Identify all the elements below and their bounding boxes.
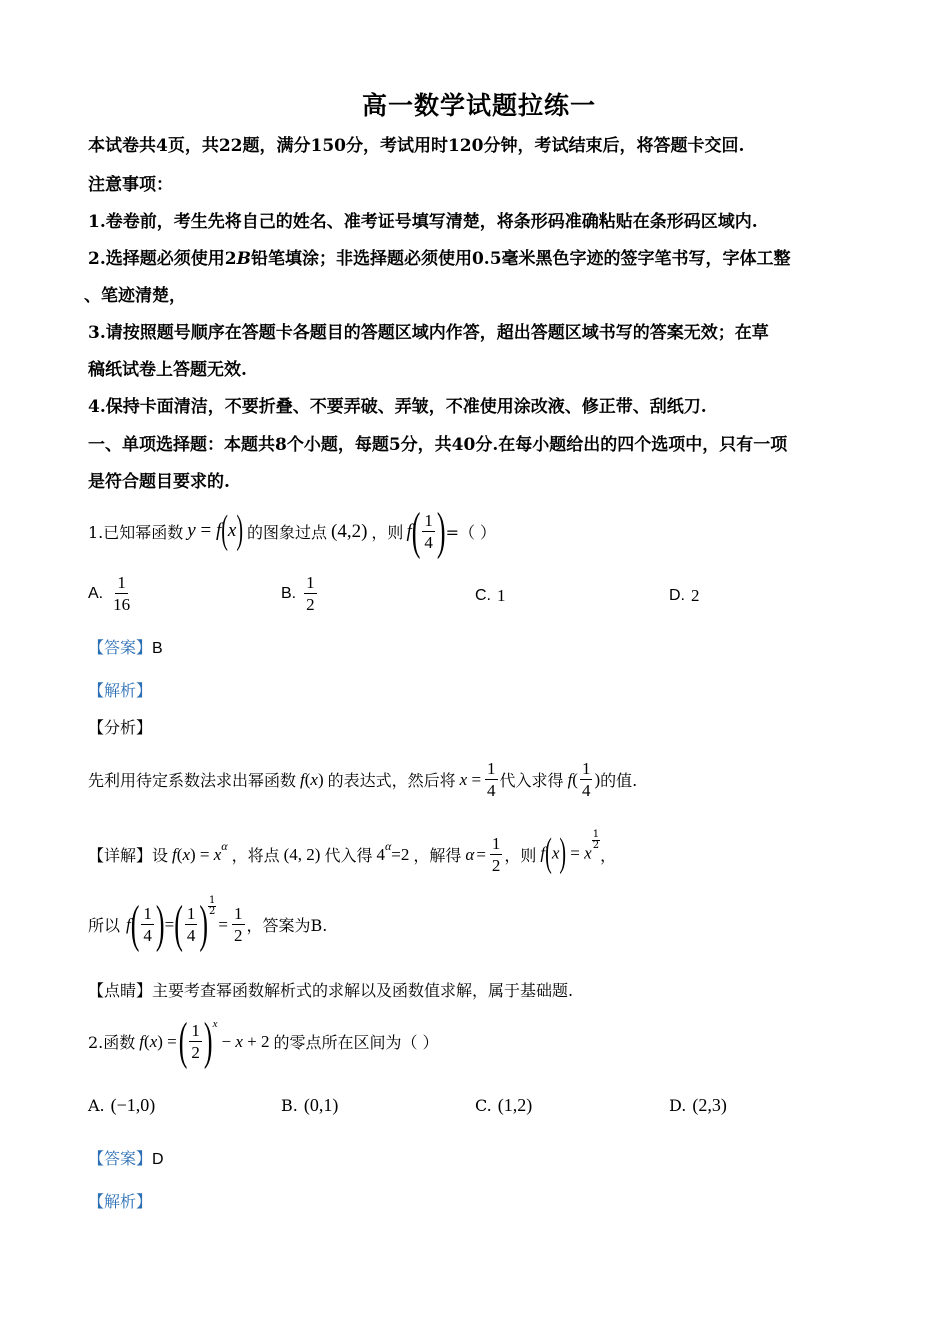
section-heading-cont: 是符合题目要求的. — [88, 472, 230, 492]
note-3-cont: 稿纸试卷上答题无效. — [88, 360, 247, 380]
q1-stem: 1.已知幂函数 y = f(x) 的图象过点 (4,2) ，则 f ( $\frac{1}{4}$ ) =（ ） — [88, 501, 497, 560]
q1-fenxi-text: 先利用待定系数法求出幂函数 f(x) 的表达式，然后将 x = $\frac{1}{4}$ 代入求得 f ( $\frac{1}{4}$ ) 的值. — [88, 759, 638, 800]
intro-text: 本试卷共4页，共22题，满分150分，考试用时120分钟，考试结束后，将答题卡交回. — [88, 136, 745, 156]
note-2: 2.选择题必须使用2B铅笔填涂；非选择题必须使用0.5毫米黑色字迹的签字笔书写，字体工整 — [88, 249, 791, 269]
note-1: 1.卷卷前，考生先将自己的姓名、准考证号填写清楚，将条形码准确粘贴在条形码区域内. — [88, 212, 758, 232]
q1-func-expr: y = f(x) — [187, 508, 243, 553]
q1-detail: 【详解】 设 $f(x) = x^\alpha$ ，将点 (4, 2) 代入得 $4^\alpha=2$ ，解得 α = $\frac{1}{2}$ ，则 f(x) = x 1 2 ， — [88, 829, 617, 876]
q2-answer: 【答案】D — [88, 1149, 164, 1168]
q1-conclusion: 所以 f ( $\frac{1}{4}$ ) = ( $\frac{1}{4}$ ) $\frac{1}{2}$ = $\frac{1}{2}$ ，答案为B. — [88, 894, 328, 953]
q2-option-d: D. (2,3) — [669, 1095, 727, 1115]
note-2-cont: 、笔迹清楚， — [84, 286, 186, 306]
q2-option-b: B. (0,1) — [281, 1095, 339, 1115]
q1-frac-quarter: $\frac{1}{4}$ — [424, 511, 433, 552]
note-4: 4.保持卡面清洁，不要折叠、不要弄破、弄皱，不准使用涂改液、修正带、刮纸刀. — [88, 397, 707, 417]
q1-option-a: A. $\frac{1}{16}$ — [88, 573, 131, 614]
q2-option-a: A. (−1,0) — [88, 1095, 156, 1115]
notes-heading: 注意事项： — [88, 175, 173, 195]
q1-dianjing: 【点睛】主要考查幂函数解析式的求解以及函数值求解，属于基础题. — [88, 981, 574, 1000]
q2-stem: 2.函数 f(x) = ( $\frac{1}{2}$ ) x − x + 2 的零点所在区间为（ ） — [88, 1011, 439, 1070]
q1-option-b: B. $\frac{1}{2}$ — [281, 573, 315, 614]
page-title: 高一数学试题拉练一 — [362, 91, 597, 120]
q2-option-c: C. (1,2) — [475, 1095, 533, 1115]
q1-option-d: D. 2 — [669, 586, 700, 605]
note-3: 3.请按照题号顺序在答题卡各题目的答题区域内作答，超出答题区域书写的答案无效；在草 — [88, 323, 769, 343]
q1-analysis-tag: 【解析】 — [88, 681, 153, 700]
section-heading: 一、单项选择题：本题共8个小题，每题5分，共40分.在每小题给出的四个选项中，只有一项 — [88, 435, 788, 455]
q1-point: (4,2) — [331, 520, 368, 542]
q1-answer: 【答案】B — [88, 638, 163, 657]
q2-analysis-tag: 【解析】 — [88, 1192, 153, 1211]
q1-fenxi-tag: 【分析】 — [88, 718, 153, 737]
q1-option-c: C. 1 — [475, 586, 506, 605]
